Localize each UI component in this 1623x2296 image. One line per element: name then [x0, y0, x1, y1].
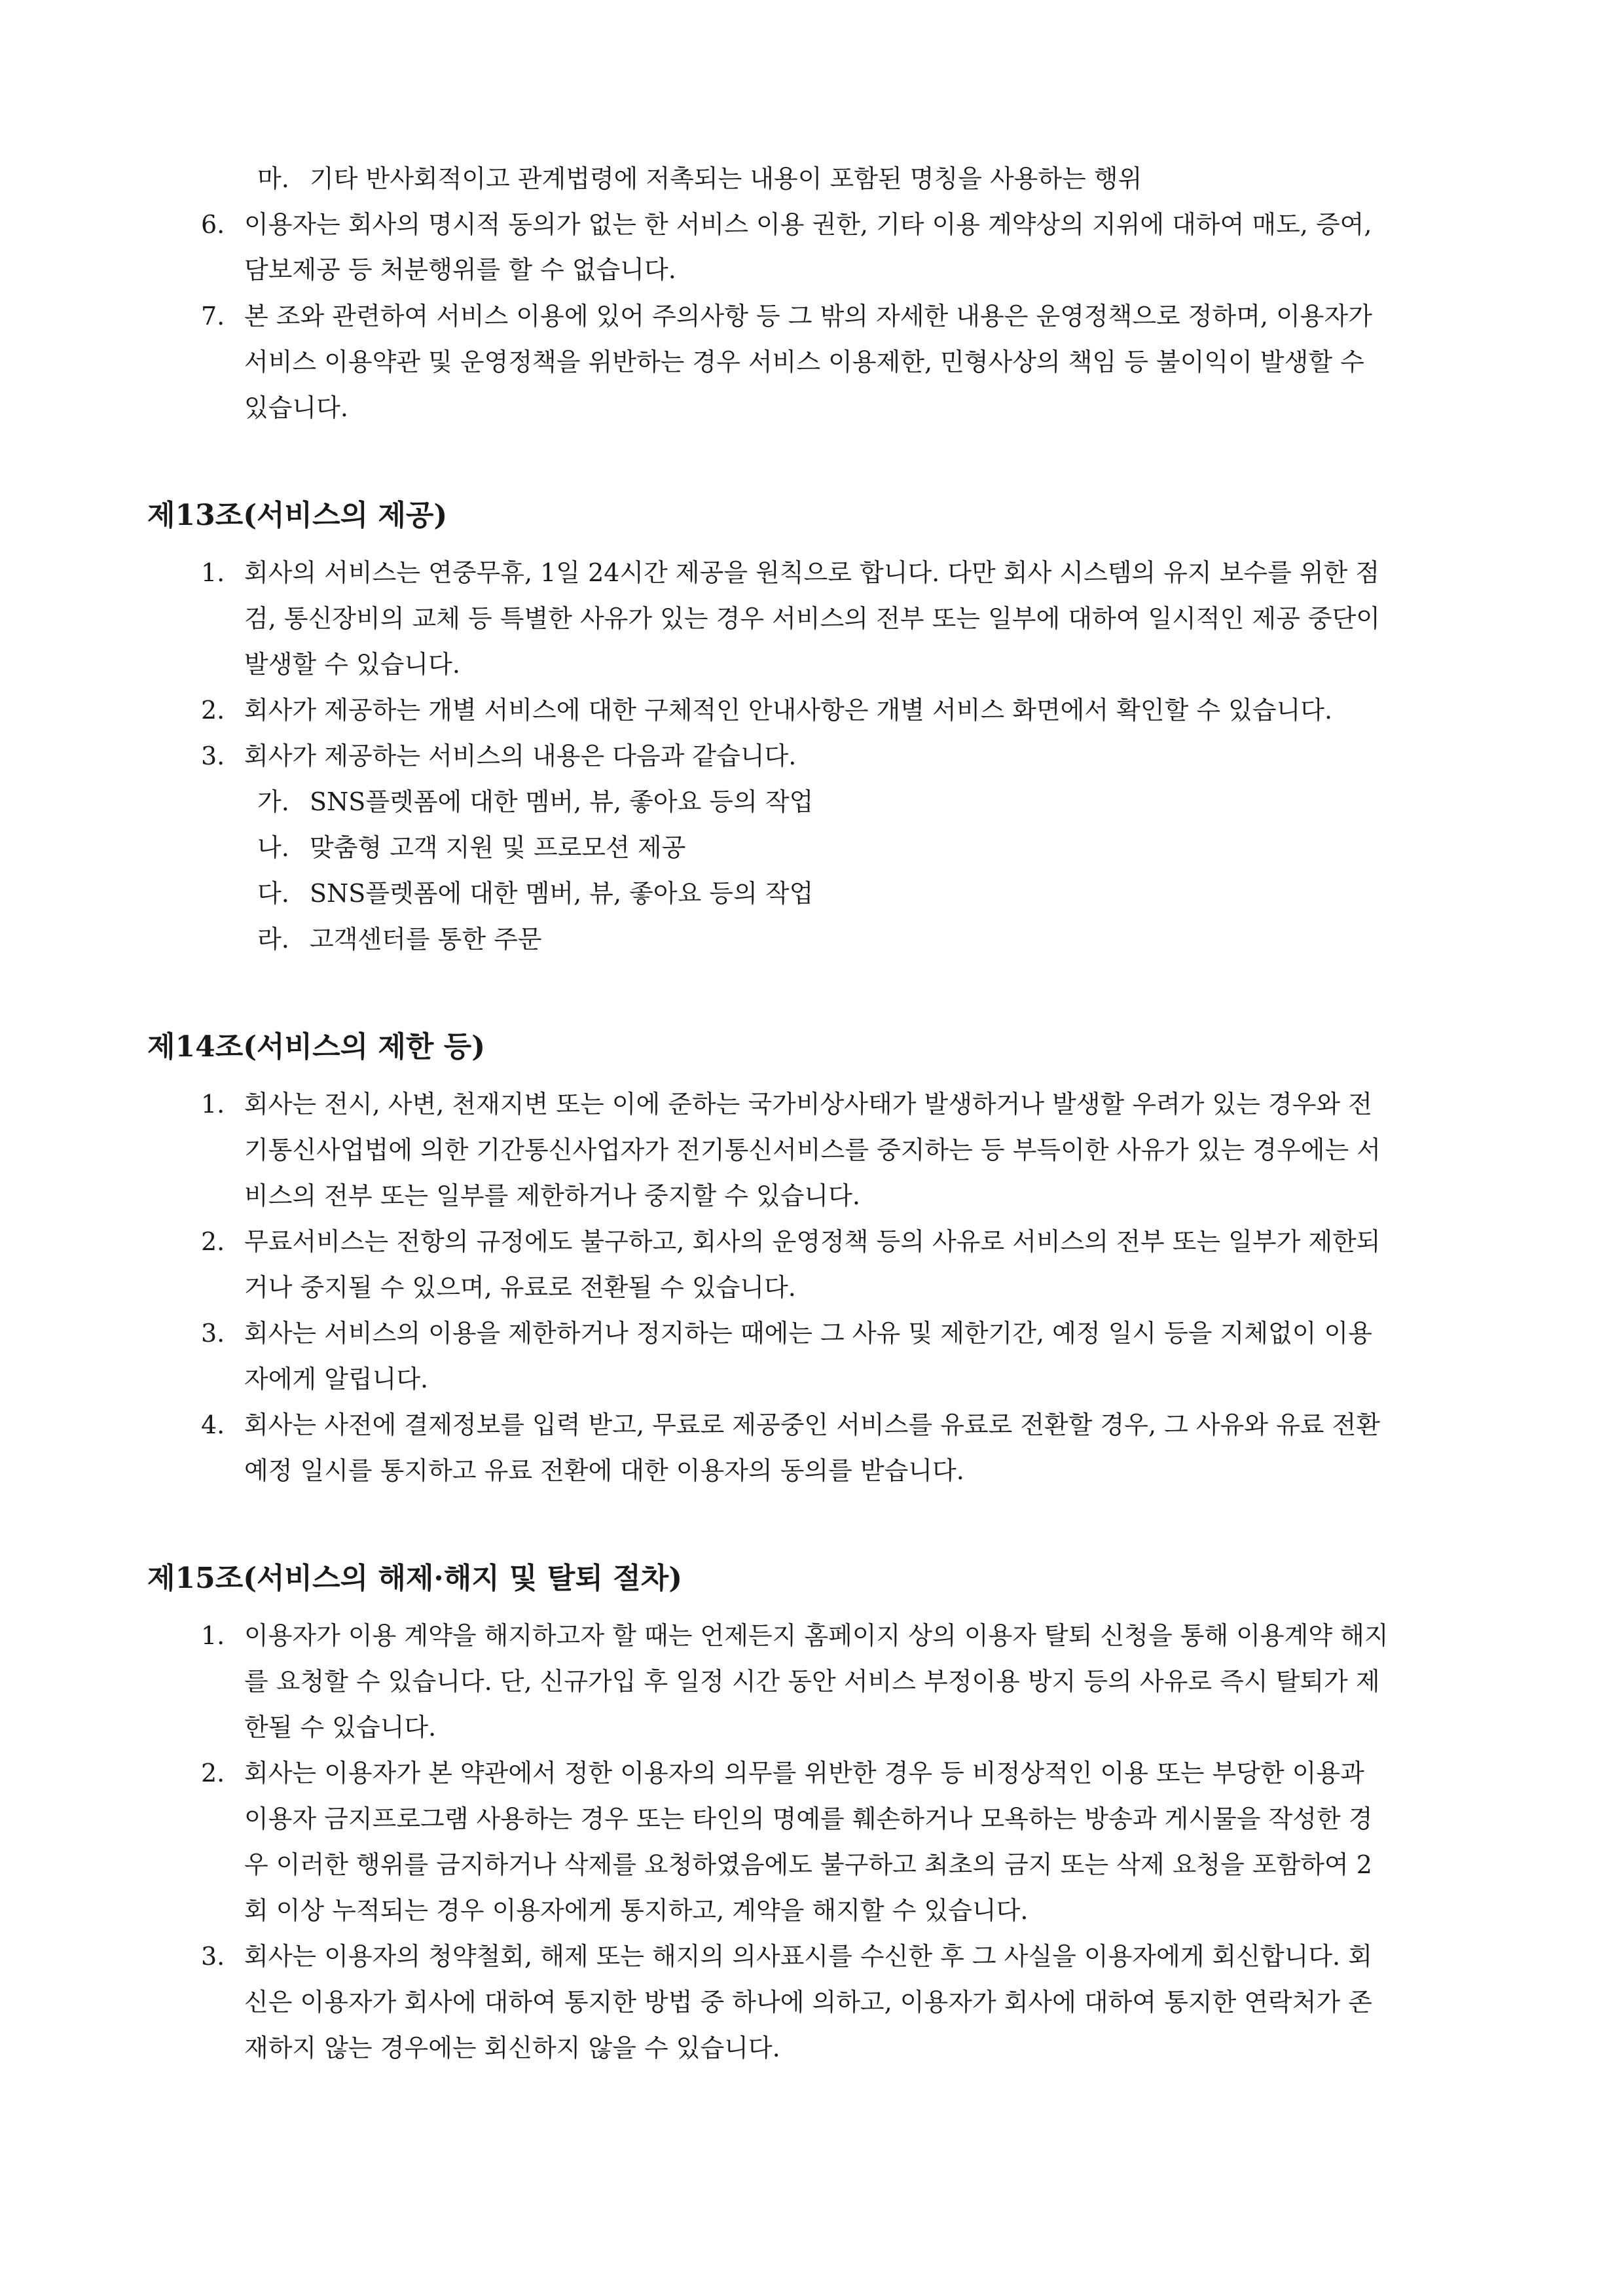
item-line: 회사는 이용자의 청약철회, 해제 또는 해지의 의사표시를 수신한 후 그 사실을 이용자에게 회신합니다. 회: [244, 1942, 1372, 1971]
art15-item-3-cont: [0, 1986, 1623, 2018]
art13-item-3: [0, 740, 1623, 772]
article-15-heading: 제15조(서비스의 해제·해지 및 탈퇴 절차): [147, 1562, 683, 1595]
item-line: 회사는 이용자가 본 약관에서 정한 이용자의 의무를 위반한 경우 등 비정상적인 이용 또는 부당한 이용과: [244, 1759, 1364, 1787]
item-marker: 2.: [201, 1759, 225, 1787]
art14-item-3: [0, 1317, 1623, 1350]
item-marker: 1.: [201, 558, 225, 587]
item-line: 를 요청할 수 있습니다. 단, 신규가입 후 일정 시간 동안 서비스 부정이용 방지 등의 사유로 즉시 탈퇴가 제: [244, 1667, 1380, 1696]
list-item-7: [0, 300, 1623, 332]
sub-item-text: 고객센터를 통한 주문: [310, 925, 542, 954]
article-13-heading: 제13조(서비스의 제공): [147, 499, 448, 532]
item-line: 회사는 전시, 사변, 천재지변 또는 이에 준하는 국가비상사태가 발생하거나 발생할 우려가 있는 경우와 전: [244, 1090, 1372, 1119]
item-line: 재하지 않는 경우에는 회신하지 않을 수 있습니다.: [244, 2034, 780, 2062]
list-item-7-cont: [0, 391, 1623, 424]
sub-item-text: SNS플렛폼에 대한 멤버, 뷰, 좋아요 등의 작업: [310, 787, 814, 816]
item-line: 예정 일시를 통지하고 유료 전환에 대한 이용자의 동의를 받습니다.: [244, 1456, 964, 1485]
item-line: 회사가 제공하는 개별 서비스에 대한 구체적인 안내사항은 개별 서비스 화면에서 확인할 수 있습니다.: [244, 696, 1333, 725]
item-line: 본 조와 관련하여 서비스 이용에 있어 주의사항 등 그 밖의 자세한 내용은 운영정책으로 정하며, 이용자가: [244, 302, 1372, 331]
art15-item-2-cont: [0, 1803, 1623, 1835]
art13-sub-ga: [0, 785, 1623, 818]
art14-item-1-cont: [0, 1134, 1623, 1166]
item-marker: 3.: [201, 1942, 225, 1971]
art13-item-1: [0, 556, 1623, 589]
art13-item-1-cont: [0, 648, 1623, 681]
sub-item-ma: [0, 162, 1623, 195]
art15-item-2-cont: [0, 1848, 1623, 1881]
article-14-heading: 제14조(서비스의 제한 등): [147, 1030, 486, 1064]
sub-item-marker: 라.: [257, 925, 289, 954]
item-line: 서비스 이용약관 및 운영정책을 위반하는 경우 서비스 이용제한, 민형사상의 책임 등 불이익이 발생할 수: [244, 348, 1364, 376]
sub-item-text: SNS플렛폼에 대한 멤버, 뷰, 좋아요 등의 작업: [310, 879, 814, 908]
item-line: 회 이상 누적되는 경우 이용자에게 통지하고, 계약을 해지할 수 있습니다.: [244, 1896, 1029, 1925]
art14-item-4: [0, 1408, 1623, 1441]
item-line: 회사가 제공하는 서비스의 내용은 다음과 같습니다.: [244, 742, 797, 770]
item-line: 이용자 금지프로그램 사용하는 경우 또는 타인의 명예를 훼손하거나 모욕하는 방송과 게시물을 작성한 경: [244, 1804, 1373, 1833]
sub-item-marker: 가.: [257, 787, 289, 816]
art14-item-2: [0, 1225, 1623, 1258]
art13-sub-ra: [0, 923, 1623, 956]
art15-item-2: [0, 1757, 1623, 1789]
item-marker: 4.: [201, 1410, 225, 1439]
item-line: 있습니다.: [244, 393, 348, 422]
art15-item-3: [0, 1940, 1623, 1973]
sub-item-text: 맞춤형 고객 지원 및 프로모션 제공: [310, 833, 686, 862]
item-marker: 3.: [201, 742, 225, 770]
list-item-6: [0, 208, 1623, 241]
sub-item-text: 기타 반사회적이고 관계법령에 저촉되는 내용이 포함된 명칭을 사용하는 행위: [310, 164, 1142, 193]
item-line: 한될 수 있습니다.: [244, 1713, 437, 1742]
item-marker: 3.: [201, 1319, 225, 1348]
art14-item-1: [0, 1088, 1623, 1121]
item-line: 자에게 알립니다.: [244, 1365, 429, 1393]
art14-item-4-cont: [0, 1454, 1623, 1487]
item-line: 이용자는 회사의 명시적 동의가 없는 한 서비스 이용 권한, 기타 이용 계약상의 지위에 대하여 매도, 증여,: [244, 210, 1372, 239]
item-marker: 7.: [201, 302, 225, 331]
item-marker: 1.: [201, 1621, 225, 1650]
item-line: 회사는 서비스의 이용을 제한하거나 정지하는 때에는 그 사유 및 제한기간, 예정 일시 등을 지체없이 이용: [244, 1319, 1372, 1348]
art15-item-2-cont: [0, 1894, 1623, 1927]
item-line: 신은 이용자가 회사에 대하여 통지한 방법 중 하나에 의하고, 이용자가 회사에 대하여 통지한 연락처가 존: [244, 1988, 1372, 2017]
art15-item-1-cont: [0, 1665, 1623, 1698]
item-line: 비스의 전부 또는 일부를 제한하거나 중지할 수 있습니다.: [244, 1181, 860, 1210]
art15-item-1-cont: [0, 1711, 1623, 1744]
item-marker: 2.: [201, 696, 225, 725]
art13-sub-na: [0, 831, 1623, 864]
art15-item-3-cont: [0, 2032, 1623, 2064]
item-marker: 1.: [201, 1090, 225, 1119]
sub-item-marker: 나.: [257, 833, 289, 862]
item-line: 거나 중지될 수 있으며, 유료로 전환될 수 있습니다.: [244, 1273, 796, 1302]
art13-sub-da: [0, 877, 1623, 910]
item-line: 우 이러한 행위를 금지하거나 삭제를 요청하였음에도 불구하고 최초의 금지 또는 삭제 요청을 포함하여 2: [244, 1850, 1372, 1879]
art14-item-3-cont: [0, 1363, 1623, 1395]
item-marker: 6.: [201, 210, 225, 239]
art14-item-1-cont: [0, 1179, 1623, 1212]
item-line: 회사의 서비스는 연중무휴, 1일 24시간 제공을 원칙으로 합니다. 다만 회사 시스템의 유지 보수를 위한 점: [244, 558, 1380, 587]
sub-item-marker: 마.: [257, 164, 289, 193]
item-marker: 2.: [201, 1227, 225, 1256]
sub-item-marker: 다.: [257, 879, 289, 908]
art13-item-2: [0, 694, 1623, 726]
item-line: 검, 통신장비의 교체 등 특별한 사유가 있는 경우 서비스의 전부 또는 일부에 대하여 일시적인 제공 중단이: [244, 604, 1381, 633]
list-item-7-cont: [0, 346, 1623, 378]
item-line: 무료서비스는 전항의 규정에도 불구하고, 회사의 운영정책 등의 사유로 서비스의 전부 또는 일부가 제한되: [244, 1227, 1381, 1256]
art15-item-1: [0, 1619, 1623, 1652]
item-line: 발생할 수 있습니다.: [244, 650, 460, 679]
item-line: 회사는 사전에 결제정보를 입력 받고, 무료로 제공중인 서비스를 유료로 전환할 경우, 그 사유와 유료 전환: [244, 1410, 1381, 1439]
item-line: 기통신사업법에 의한 기간통신사업자가 전기통신서비스를 중지하는 등 부득이한 사유가 있는 경우에는 서: [244, 1136, 1381, 1164]
item-line: 이용자가 이용 계약을 해지하고자 할 때는 언제든지 홈페이지 상의 이용자 탈퇴 신청을 통해 이용계약 해지: [244, 1621, 1389, 1650]
art14-item-2-cont: [0, 1271, 1623, 1304]
item-line: 담보제공 등 처분행위를 할 수 없습니다.: [244, 255, 676, 284]
list-item-6-cont: [0, 253, 1623, 286]
art13-item-1-cont: [0, 602, 1623, 635]
